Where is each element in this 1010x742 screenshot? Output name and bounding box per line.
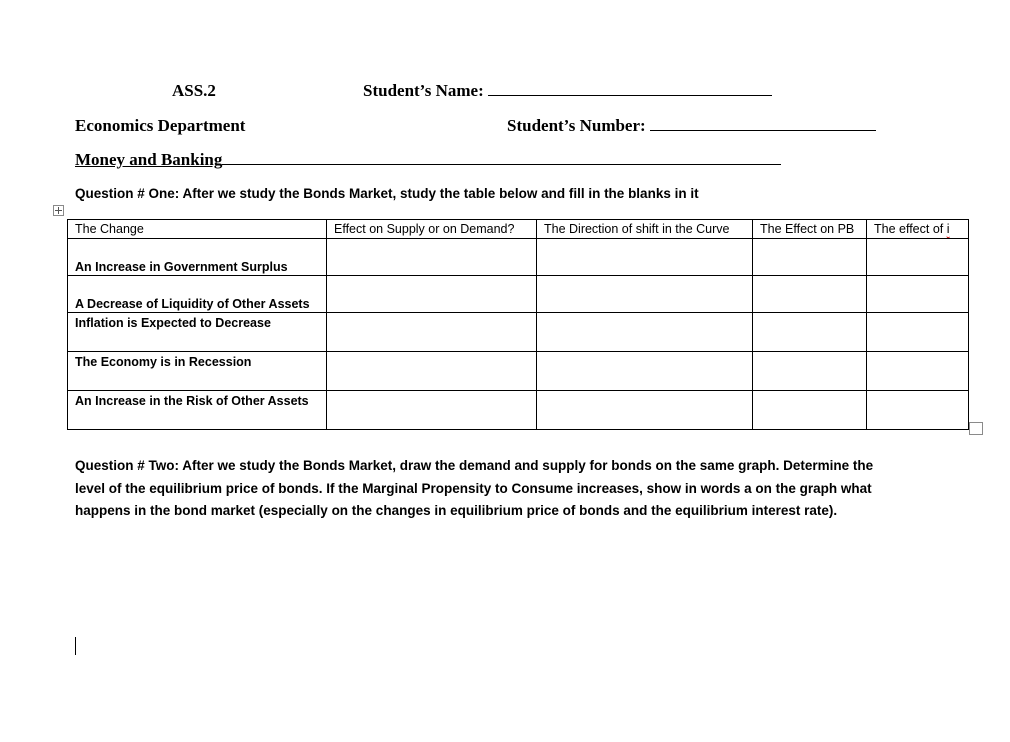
row-change-label: An Increase in Government Surplus xyxy=(68,239,327,276)
text-cursor xyxy=(75,637,76,655)
blank-cell[interactable] xyxy=(753,313,867,352)
row-change-label: An Increase in the Risk of Other Assets xyxy=(68,391,327,430)
table-row xyxy=(68,313,969,352)
row-change-label: A Decrease of Liquidity of Other Assets xyxy=(68,276,327,313)
question-two-line: level of the equilibrium price of bonds. If the Marginal Propensity to Consume increases, show in words a on the graph what xyxy=(75,480,872,496)
table-header-row xyxy=(68,220,969,239)
table-move-handle-icon[interactable] xyxy=(53,205,64,216)
header-direction-shift: The Direction of shift in the Curve xyxy=(537,220,753,239)
blank-cell[interactable] xyxy=(537,352,753,391)
question-one-text: Question # One: After we study the Bonds Market, study the table below and fill in the blanks in it xyxy=(75,186,699,201)
blank-cell[interactable] xyxy=(537,391,753,430)
table-row xyxy=(68,352,969,391)
question-two-line: Question # Two: After we study the Bonds Market, draw the demand and supply for bonds on the same graph. Determine the xyxy=(75,458,874,473)
blank-cell[interactable] xyxy=(537,239,753,276)
table-row xyxy=(68,276,969,313)
blank-cell[interactable] xyxy=(753,239,867,276)
table-row xyxy=(68,239,969,276)
blank-cell[interactable] xyxy=(867,391,969,430)
row-change-label: The Economy is in Recession xyxy=(68,352,327,391)
student-name-blank[interactable] xyxy=(488,95,772,96)
blank-cell[interactable] xyxy=(867,313,969,352)
blank-cell[interactable] xyxy=(327,276,537,313)
blank-cell[interactable] xyxy=(753,352,867,391)
blank-cell[interactable] xyxy=(537,313,753,352)
blank-cell[interactable] xyxy=(327,313,537,352)
table-resize-handle-icon[interactable] xyxy=(969,422,983,435)
blank-cell[interactable] xyxy=(327,239,537,276)
student-number-label: Student’s Number: xyxy=(507,116,646,135)
table-row xyxy=(68,391,969,430)
department-title: Economics Department xyxy=(75,116,246,135)
header-effect-on-pb: The Effect on PB xyxy=(753,220,867,239)
row-change-label: Inflation is Expected to Decrease xyxy=(68,313,327,352)
spell-check-marker: i xyxy=(946,222,950,236)
blank-cell[interactable] xyxy=(753,276,867,313)
student-name-line xyxy=(363,81,772,101)
student-number-blank[interactable] xyxy=(650,130,876,131)
blank-cell[interactable] xyxy=(753,391,867,430)
student-number-line xyxy=(507,116,876,136)
header-the-change: The Change xyxy=(68,220,327,239)
blank-cell[interactable] xyxy=(327,391,537,430)
question-two-line: happens in the bond market (especially on the changes in equilibrium price of bonds and the equilibrium interest rate). xyxy=(75,503,838,518)
assignment-number: ASS.2 xyxy=(172,81,216,100)
course-title: Money and Banking xyxy=(75,150,223,169)
course-underline xyxy=(222,164,781,165)
question-two-text xyxy=(75,455,925,523)
blank-cell[interactable] xyxy=(537,276,753,313)
blank-cell[interactable] xyxy=(867,239,969,276)
blank-cell[interactable] xyxy=(327,352,537,391)
header-effect-supply-demand: Effect on Supply or on Demand? xyxy=(327,220,537,239)
bonds-market-table xyxy=(67,219,969,430)
blank-cell[interactable] xyxy=(867,276,969,313)
header-effect-of-label: The effect of xyxy=(874,222,947,236)
course-line xyxy=(75,150,781,170)
blank-cell[interactable] xyxy=(867,352,969,391)
header-effect-of-i xyxy=(867,220,969,239)
student-name-label: Student’s Name: xyxy=(363,81,484,100)
